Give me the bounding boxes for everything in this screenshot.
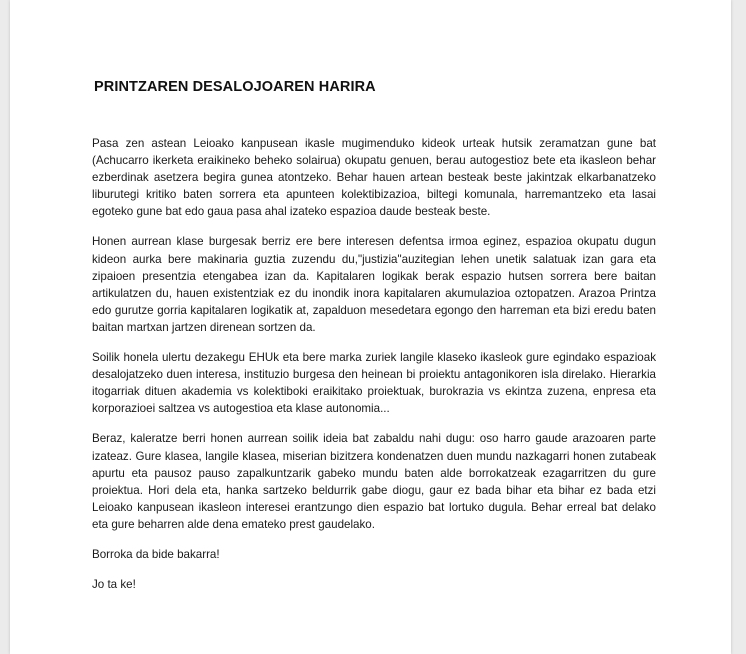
paragraph-4: Beraz, kaleratze berri honen aurrean soilik ideia bat zabaldu nahi dugu: oso harro gaude arazoaren parte izateaz. Gure klasea, langile klasea, miserian bizitzera kondenatzen duen mundu nazkagarri honen zutabeak apurtu eta pausoz pauso zapalkuntzarik gabeko mundu baten alde borrokatzeak ezagarritzen du gure proiektua. Hori dela eta, hanka sartzeko beldurrik gabe diogu, gaur ez bada bihar eta bihar ez bada etzi Leioako kanpusean ikasleon interesei erantzungo dien espazio bat lortuko dugula. Behar erreal bat delako eta gure beharren alde dena emateko prest gaudelako.: [92, 432, 656, 531]
paragraph-1: Pasa zen astean Leioako kanpusean ikasle mugimenduko kideok urteak hutsik zeramatzan gune bat (Achucarro ikerketa eraikineko beheko solairua) okupatu genuen, berau autogestioz bete eta ikasleon behar ezberdinak asetzera begira gunea atontzeko. Behar hauen artean besteak beste jakintzak elkarbanatzeko liburutegi kritiko baten sorrera eta apunteen kolektibizazioa, biltegi komunala, harremantzeko eta lasai egoteko gune bat edo gaua pasa ahal izateko espazioa daude besteak beste.: [92, 137, 656, 219]
paragraph-2: Honen aurrean klase burgesak berriz ere bere interesen defentsa irmoa eginez, espazioa okupatu dugun kideon aurka bere makinaria guztia zuzendu du,"justizia"auzitegian lehen unetik salatuak izan gara eta zipaioen presentzia etengabea izan da. Kapitalaren logikak berak espazio hutsen sorrera bere baitan artikulatzen du, hauen existentziak ez du inondik inora kapitalaren akumulazioa oztopatzen. Arazoa Printza edo gurutze gorria kapitalaren logikatik at, zapalduon mesedetara egongo den harreman eta bizi eredu baten baitan martxan jartzen direnean sortzen da.: [92, 235, 656, 334]
closing-line: Jo ta ke!: [92, 578, 136, 592]
paragraph-3: Soilik honela ulertu dezakegu EHUk eta bere marka zuriek langile klaseko ikasleok gure egindako espazioak desalojatzeko duen interesa, instituzio burgesa den heinean bi proiektu antagonikoren isla direlako. Hierarkia itogarriak dituen akademia vs kolektiboki eraikitako proiektuak, burokrazia vs ekintza zuzena, enpresa eta korporazioei saltzea vs autogestioa eta klase autonomia...: [92, 351, 656, 416]
slogan-line: Borroka da bide bakarra!: [92, 547, 220, 561]
document-body: [92, 135, 656, 606]
document-page: [10, 0, 731, 654]
document-title: PRINTZAREN DESALOJOAREN HARIRA: [94, 79, 376, 95]
